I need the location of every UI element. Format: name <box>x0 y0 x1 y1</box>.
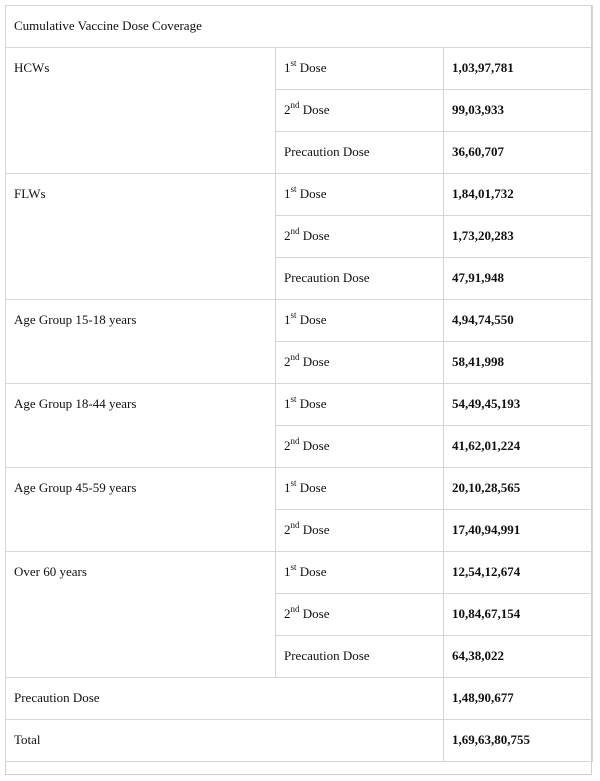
group-label-cell <box>6 384 276 468</box>
group-label-cell <box>6 48 276 174</box>
group-label-cell <box>6 300 276 384</box>
dose-ordinal-suffix: nd <box>290 435 300 446</box>
dose-number: 1 <box>284 60 291 75</box>
dose-label-cell <box>276 510 444 552</box>
dose-value: 1,84,01,732 <box>452 186 514 201</box>
precaution-total-row-label: Precaution Dose <box>14 690 100 705</box>
precaution-total-row <box>6 678 593 720</box>
dose-value: 41,62,01,224 <box>452 438 521 453</box>
grand-total-row-value-cell <box>444 720 593 762</box>
grand-total-row <box>6 720 593 762</box>
dose-text: Dose <box>296 564 327 579</box>
grand-total-row-label: Total <box>14 732 41 747</box>
dose-label-cell <box>276 552 444 594</box>
group-label: Age Group 18-44 years <box>14 396 137 411</box>
dose-value-cell <box>444 300 593 342</box>
dose-ordinal-suffix: nd <box>290 225 300 236</box>
dose-value: 1,73,20,283 <box>452 228 514 243</box>
dose-value: 64,38,022 <box>452 648 504 663</box>
dose-value: 4,94,74,550 <box>452 312 514 327</box>
dose-label-cell <box>276 300 444 342</box>
dose-value: 17,40,94,991 <box>452 522 521 537</box>
dose-text: Dose <box>296 480 327 495</box>
dose-value: 12,54,12,674 <box>452 564 521 579</box>
dose-ordinal-suffix: nd <box>290 603 300 614</box>
dose-value-cell <box>444 468 593 510</box>
dose-label-cell <box>276 132 444 174</box>
grand-total-row-value: 1,69,63,80,755 <box>452 732 530 747</box>
dose-text: Dose <box>299 228 330 243</box>
table-row <box>6 300 593 342</box>
dose-value-cell <box>444 258 593 300</box>
dose-label: Precaution Dose <box>284 144 370 159</box>
dose-label-cell <box>276 384 444 426</box>
dose-ordinal-suffix: nd <box>290 351 300 362</box>
table-row <box>6 48 593 90</box>
vaccine-coverage-table <box>5 5 593 762</box>
dose-label <box>276 300 443 328</box>
dose-text: Dose <box>296 186 327 201</box>
dose-label <box>276 468 443 496</box>
dose-label <box>276 90 443 118</box>
dose-value: 10,84,67,154 <box>452 606 521 621</box>
dose-value-cell <box>444 594 593 636</box>
dose-value: 36,60,707 <box>452 144 504 159</box>
dose-value: 1,03,97,781 <box>452 60 514 75</box>
dose-value-cell <box>444 384 593 426</box>
dose-number: 1 <box>284 396 291 411</box>
dose-value-cell <box>444 132 593 174</box>
dose-label <box>276 594 443 622</box>
dose-value-cell <box>444 552 593 594</box>
dose-value-cell <box>444 174 593 216</box>
precaution-total-row-value: 1,48,90,677 <box>452 690 514 705</box>
dose-label-cell <box>276 90 444 132</box>
table-row <box>6 468 593 510</box>
dose-ordinal-suffix: st <box>290 393 297 404</box>
dose-number: 1 <box>284 480 291 495</box>
group-label-cell <box>6 174 276 300</box>
dose-ordinal-suffix: st <box>290 561 297 572</box>
dose-label <box>276 426 443 454</box>
dose-label <box>276 174 443 202</box>
dose-label <box>276 342 443 370</box>
dose-text: Dose <box>296 60 327 75</box>
precaution-total-row-value-cell <box>444 678 593 720</box>
grand-total-row-label-cell <box>6 720 444 762</box>
dose-value: 54,49,45,193 <box>452 396 521 411</box>
dose-text: Dose <box>299 354 330 369</box>
dose-label <box>276 48 443 76</box>
dose-text: Dose <box>299 102 330 117</box>
dose-text: Dose <box>296 312 327 327</box>
dose-label-cell <box>276 426 444 468</box>
dose-number: 2 <box>284 228 291 243</box>
dose-text: Dose <box>296 396 327 411</box>
dose-label-cell <box>276 216 444 258</box>
dose-ordinal-suffix: st <box>290 309 297 320</box>
dose-text: Dose <box>299 438 330 453</box>
dose-value-cell <box>444 90 593 132</box>
dose-label <box>276 552 443 580</box>
dose-value-cell <box>444 216 593 258</box>
table-title: Cumulative Vaccine Dose Coverage <box>14 18 202 33</box>
table-row <box>6 384 593 426</box>
dose-label-cell <box>276 258 444 300</box>
dose-ordinal-suffix: st <box>290 183 297 194</box>
dose-label-cell <box>276 174 444 216</box>
dose-label-cell <box>276 342 444 384</box>
dose-number: 2 <box>284 522 291 537</box>
dose-ordinal-suffix: st <box>290 477 297 488</box>
dose-label: Precaution Dose <box>284 648 370 663</box>
table-row <box>6 174 593 216</box>
precaution-total-row-label-cell <box>6 678 444 720</box>
dose-label-cell <box>276 468 444 510</box>
dose-number: 2 <box>284 354 291 369</box>
dose-text: Dose <box>299 606 330 621</box>
dose-number: 2 <box>284 102 291 117</box>
dose-number: 2 <box>284 606 291 621</box>
dose-number: 1 <box>284 564 291 579</box>
dose-value: 47,91,948 <box>452 270 504 285</box>
group-label: Age Group 15-18 years <box>14 312 137 327</box>
dose-value: 58,41,998 <box>452 354 504 369</box>
dose-number: 2 <box>284 438 291 453</box>
dose-value-cell <box>444 510 593 552</box>
dose-label: Precaution Dose <box>284 270 370 285</box>
dose-label-cell <box>276 48 444 90</box>
dose-value-cell <box>444 426 593 468</box>
dose-value: 99,03,933 <box>452 102 504 117</box>
dose-label-cell <box>276 636 444 678</box>
dose-value-cell <box>444 48 593 90</box>
dose-ordinal-suffix: nd <box>290 519 300 530</box>
table-title-row <box>6 6 593 48</box>
dose-ordinal-suffix: nd <box>290 99 300 110</box>
dose-number: 1 <box>284 186 291 201</box>
dose-value-cell <box>444 342 593 384</box>
group-label: Over 60 years <box>14 564 87 579</box>
dose-ordinal-suffix: st <box>290 57 297 68</box>
dose-label <box>276 384 443 412</box>
group-label-cell <box>6 468 276 552</box>
dose-label <box>276 216 443 244</box>
dose-value: 20,10,28,565 <box>452 480 521 495</box>
dose-label <box>276 510 443 538</box>
group-label: Age Group 45-59 years <box>14 480 137 495</box>
dose-label-cell <box>276 594 444 636</box>
group-label: FLWs <box>14 186 46 201</box>
group-label-cell <box>6 552 276 678</box>
table-title-cell <box>6 6 593 48</box>
group-label: HCWs <box>14 60 50 75</box>
dose-text: Dose <box>299 522 330 537</box>
dose-number: 1 <box>284 312 291 327</box>
table-row <box>6 552 593 594</box>
dose-value-cell <box>444 636 593 678</box>
